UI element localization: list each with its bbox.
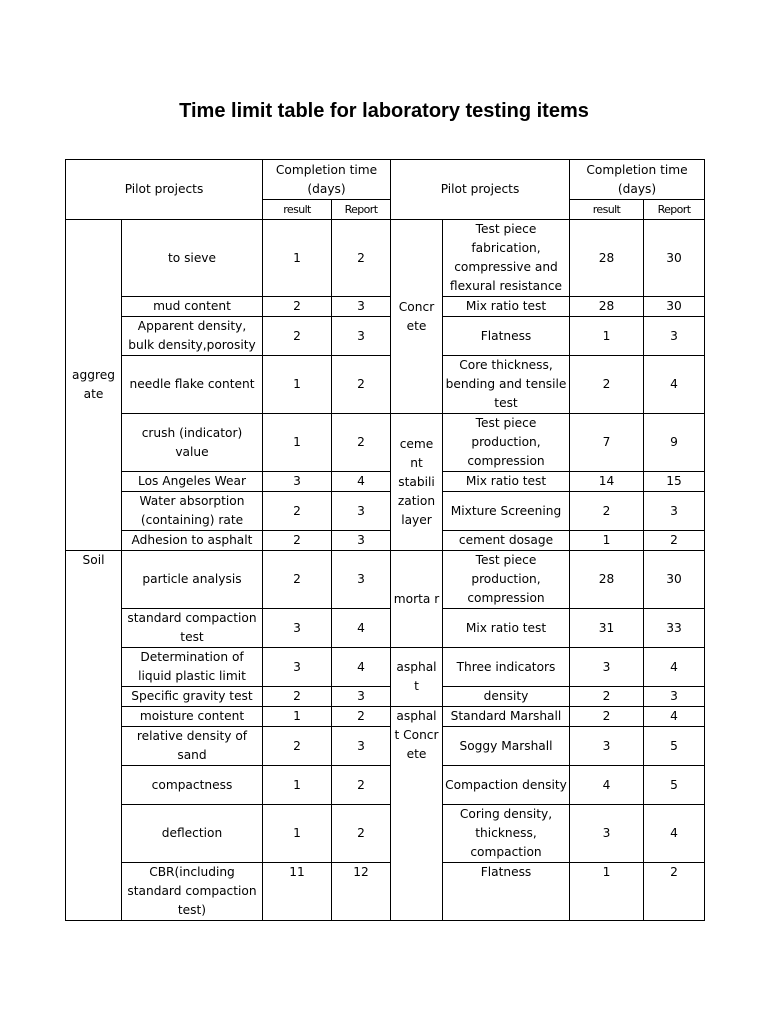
left-item: relative density of sand	[122, 727, 263, 766]
right-report: 3	[644, 317, 705, 356]
left-result: 2	[263, 317, 332, 356]
right-report: 5	[644, 727, 705, 766]
table-row	[66, 727, 705, 766]
header-pilot-projects-left: Pilot projects	[66, 160, 263, 220]
right-report: 4	[644, 648, 705, 687]
right-result: 3	[570, 727, 644, 766]
right-item: Coring density, thickness, compaction	[443, 805, 570, 863]
left-report: 3	[332, 531, 391, 551]
right-report: 5	[644, 766, 705, 805]
table-row	[66, 492, 705, 531]
group-concrete: Concr ete	[391, 220, 443, 414]
table-row	[66, 414, 705, 472]
left-result: 1	[263, 414, 332, 472]
left-item: to sieve	[122, 220, 263, 297]
right-result: 14	[570, 472, 644, 492]
left-report: 2	[332, 356, 391, 414]
right-result: 4	[570, 766, 644, 805]
right-result: 1	[570, 531, 644, 551]
table-row	[66, 297, 705, 317]
right-result: 1	[570, 317, 644, 356]
group-asphalt-concrete: asphal t Concr ete	[391, 707, 443, 921]
group-cement-stabilization: ceme nt stabili zation layer	[391, 414, 443, 551]
right-result: 28	[570, 220, 644, 297]
right-result: 7	[570, 414, 644, 472]
header-result-right: result	[570, 200, 644, 220]
left-report: 3	[332, 727, 391, 766]
table-row	[66, 609, 705, 648]
right-result: 2	[570, 356, 644, 414]
left-report: 4	[332, 609, 391, 648]
header-report-left: Report	[332, 200, 391, 220]
right-item: Three indicators	[443, 648, 570, 687]
right-item: Standard Marshall	[443, 707, 570, 727]
left-result: 1	[263, 220, 332, 297]
right-report: 33	[644, 609, 705, 648]
left-result: 2	[263, 687, 332, 707]
right-result: 31	[570, 609, 644, 648]
right-item: Soggy Marshall	[443, 727, 570, 766]
left-report: 3	[332, 551, 391, 609]
right-report: 9	[644, 414, 705, 472]
right-result: 3	[570, 805, 644, 863]
left-item: Specific gravity test	[122, 687, 263, 707]
right-report: 30	[644, 220, 705, 297]
left-report: 2	[332, 766, 391, 805]
table-row	[66, 531, 705, 551]
left-item: Adhesion to asphalt	[122, 531, 263, 551]
right-item: cement dosage	[443, 531, 570, 551]
right-item: Test piece production, compression	[443, 414, 570, 472]
group-soil: Soil	[66, 551, 122, 921]
left-item: crush (indicator) value	[122, 414, 263, 472]
right-report: 4	[644, 356, 705, 414]
left-report: 3	[332, 297, 391, 317]
right-result: 2	[570, 707, 644, 727]
right-report: 2	[644, 531, 705, 551]
left-report: 3	[332, 687, 391, 707]
table-row	[66, 356, 705, 414]
right-result: 3	[570, 648, 644, 687]
left-result: 2	[263, 551, 332, 609]
left-result: 3	[263, 472, 332, 492]
table-row	[66, 317, 705, 356]
left-item: compactness	[122, 766, 263, 805]
left-report: 3	[332, 317, 391, 356]
right-report: 30	[644, 551, 705, 609]
right-item: Flatness	[443, 863, 570, 921]
right-item: Mix ratio test	[443, 297, 570, 317]
left-result: 1	[263, 766, 332, 805]
left-item: CBR(including standard compaction test)	[122, 863, 263, 921]
lab-testing-table	[65, 159, 705, 921]
left-report: 3	[332, 492, 391, 531]
left-result: 1	[263, 356, 332, 414]
left-report: 2	[332, 805, 391, 863]
header-result-left: result	[263, 200, 332, 220]
left-result: 2	[263, 727, 332, 766]
table-row	[66, 220, 705, 297]
left-item: mud content	[122, 297, 263, 317]
left-report: 2	[332, 220, 391, 297]
right-item: Test piece fabrication, compressive and flexural resistance	[443, 220, 570, 297]
right-result: 2	[570, 687, 644, 707]
left-item: deflection	[122, 805, 263, 863]
header-completion-time-left: Completion time (days)	[263, 160, 391, 200]
group-mortar: morta r	[391, 551, 443, 648]
right-result: 28	[570, 297, 644, 317]
right-item: Mix ratio test	[443, 472, 570, 492]
header-completion-time-right: Completion time (days)	[570, 160, 705, 200]
right-item: Mix ratio test	[443, 609, 570, 648]
right-result: 28	[570, 551, 644, 609]
page-title: Time limit table for laboratory testing items	[179, 100, 589, 122]
table-row	[66, 766, 705, 805]
table-row	[66, 805, 705, 863]
table-row	[66, 707, 705, 727]
left-result: 3	[263, 609, 332, 648]
right-result: 2	[570, 492, 644, 531]
left-item: particle analysis	[122, 551, 263, 609]
right-item: Mixture Screening	[443, 492, 570, 531]
left-item: needle flake content	[122, 356, 263, 414]
right-report: 30	[644, 297, 705, 317]
table-row	[66, 648, 705, 687]
left-result: 1	[263, 707, 332, 727]
left-report: 12	[332, 863, 391, 921]
header-pilot-projects-right: Pilot projects	[391, 160, 570, 220]
right-report: 3	[644, 687, 705, 707]
header-report-right: Report	[644, 200, 705, 220]
table-row	[66, 863, 705, 921]
left-report: 2	[332, 414, 391, 472]
left-item: standard compaction test	[122, 609, 263, 648]
left-result: 2	[263, 297, 332, 317]
left-item: Apparent density, bulk density,porosity	[122, 317, 263, 356]
left-report: 2	[332, 707, 391, 727]
right-report: 2	[644, 863, 705, 921]
table-row	[66, 551, 705, 609]
left-report: 4	[332, 472, 391, 492]
left-result: 11	[263, 863, 332, 921]
right-item: Test piece production, compression	[443, 551, 570, 609]
right-item: Compaction density	[443, 766, 570, 805]
table-row	[66, 687, 705, 707]
left-result: 2	[263, 492, 332, 531]
right-report: 4	[644, 805, 705, 863]
left-result: 3	[263, 648, 332, 687]
left-result: 1	[263, 805, 332, 863]
right-report: 15	[644, 472, 705, 492]
left-item: Water absorption (containing) rate	[122, 492, 263, 531]
right-report: 3	[644, 492, 705, 531]
left-result: 2	[263, 531, 332, 551]
right-item: Flatness	[443, 317, 570, 356]
right-item: density	[443, 687, 570, 707]
left-report: 4	[332, 648, 391, 687]
left-item: Determination of liquid plastic limit	[122, 648, 263, 687]
table-row	[66, 472, 705, 492]
right-result: 1	[570, 863, 644, 921]
group-asphalt: asphal t	[391, 648, 443, 707]
left-item: Los Angeles Wear	[122, 472, 263, 492]
left-item: moisture content	[122, 707, 263, 727]
right-report: 4	[644, 707, 705, 727]
right-item: Core thickness, bending and tensile test	[443, 356, 570, 414]
group-aggregate: aggreg ate	[66, 220, 122, 551]
